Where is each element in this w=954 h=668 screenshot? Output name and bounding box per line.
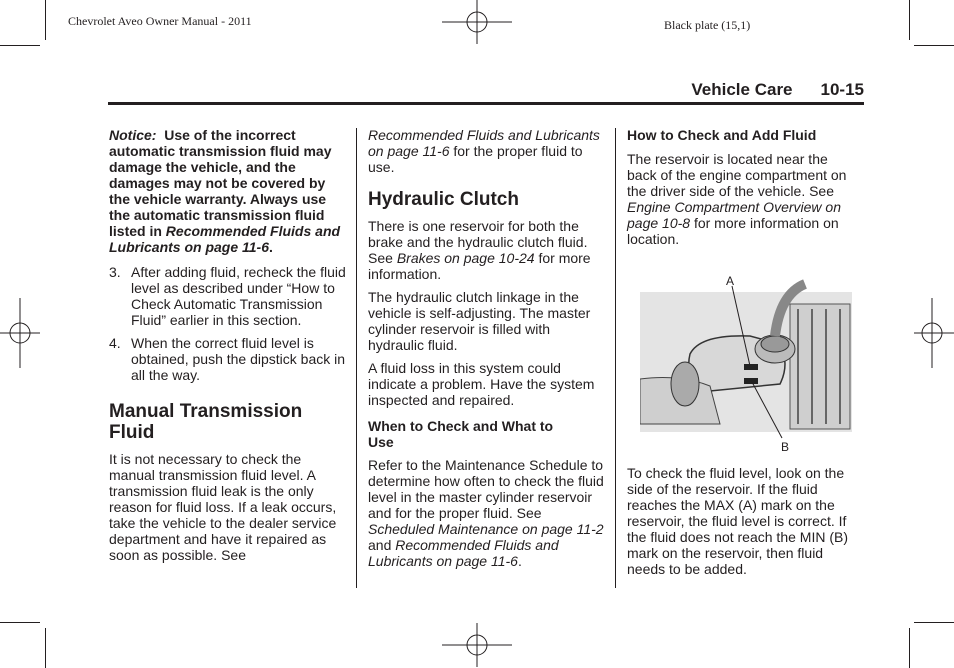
registration-mark — [442, 0, 512, 57]
column-divider — [615, 128, 616, 588]
paragraph: To check the fluid level, look on the side of the reservoir. If the fluid reaches the MAX (A) mark on the reservoir, the fluid level is correct. If the fluid does not reach the MIN (B) mark on the reservoir, then fluid needs to be added. — [627, 465, 848, 577]
subheading: How to Check and Add Fluid — [627, 127, 817, 143]
section-heading: Manual Transmission Fluid — [109, 401, 303, 443]
text: for the proper fluid to use. — [368, 143, 583, 175]
reference-link[interactable]: Brakes on page 10-24 — [396, 250, 535, 266]
text: There is one reservoir for both the brake and the hydraulic clutch fluid. See — [368, 218, 588, 266]
paragraph — [368, 127, 604, 175]
crop-mark — [909, 628, 910, 668]
paragraph — [368, 457, 604, 569]
reference-link[interactable]: Recommended Fluids and Lubricants on page 11-6 — [368, 537, 559, 569]
crop-mark — [914, 622, 954, 623]
list-text: When the correct fluid level is obtained, push the dipstick back in all the way. — [131, 335, 346, 383]
reference-link[interactable]: Engine Compartment Overview on page 10-8 — [627, 199, 841, 231]
text: Refer to the Maintenance Schedule to determine how often to check the fluid level in the master cylinder reservoir and for the proper fluid. See — [368, 457, 604, 521]
label-a: A — [726, 274, 735, 288]
subheading: When to Check and What to Use — [368, 418, 554, 450]
notice-reference-link[interactable]: Recommended Fluids and Lubricants on page 11-6 — [109, 223, 341, 255]
running-header-left: Chevrolet Aveo Owner Manual - 2011 — [68, 14, 252, 28]
notice-text: Use of the incorrect automatic transmission fluid may damage the vehicle, and the damages may not be covered by the vehicle warranty. Always use the automatic transmission fluid listed in — [109, 127, 332, 239]
reference-link[interactable]: Recommended Fluids and Lubricants on page 11-6 — [368, 127, 600, 159]
text: and — [368, 537, 396, 553]
page-header — [108, 80, 864, 105]
notice-end: . — [269, 239, 273, 255]
list-item — [109, 335, 347, 383]
notice-label: Notice: — [109, 127, 157, 143]
column-3 — [627, 127, 859, 577]
reference-link[interactable]: Scheduled Maintenance on page 11-2 — [368, 521, 604, 537]
column-2 — [368, 127, 604, 576]
crop-mark — [0, 622, 40, 623]
registration-mark — [914, 298, 954, 368]
reservoir-drawing — [640, 274, 852, 454]
list-item — [109, 264, 347, 328]
text: The reservoir is located near the back of the engine compartment on the driver side of the vehicle. See — [627, 151, 847, 199]
text: for more information. — [368, 250, 591, 282]
list-number: 3. — [109, 264, 121, 280]
running-header-right: Black plate (15,1) — [664, 18, 751, 32]
crop-mark — [45, 0, 46, 40]
crop-mark — [914, 45, 954, 46]
notice — [109, 127, 347, 255]
crop-mark — [909, 0, 910, 40]
page-number: 10-15 — [820, 80, 864, 99]
text: . — [517, 553, 522, 569]
crop-mark — [45, 628, 46, 668]
column-divider — [356, 128, 357, 588]
paragraph: The hydraulic clutch linkage in the vehicle is self-adjusting. The master cylinder reservoir is filled with hydraulic fluid. — [368, 289, 591, 353]
reservoir-illustration — [640, 274, 852, 454]
section-title: Vehicle Care — [691, 80, 793, 99]
label-b: B — [781, 440, 790, 454]
list-number: 4. — [109, 335, 121, 351]
list-text: After adding fluid, recheck the fluid level as described under “How to Check Automatic Transmission Fluid” earlier in this section. — [131, 264, 346, 328]
section-heading: Hydraulic Clutch — [368, 189, 519, 210]
paragraph: A fluid loss in this system could indicate a problem. Have the system inspected and repaired. — [368, 360, 595, 408]
text: for more information on location. — [627, 215, 839, 247]
registration-mark — [442, 610, 512, 668]
paragraph — [368, 218, 604, 282]
paragraph — [627, 151, 859, 247]
registration-mark — [0, 298, 40, 368]
crop-mark — [0, 45, 40, 46]
paragraph: It is not necessary to check the manual transmission fluid level. A transmission fluid leak is the only reason for fluid loss. If a leak occurs, take the vehicle to the dealer service department and have it repaired as soon as possible. See — [109, 451, 337, 563]
column-1 — [109, 127, 347, 570]
